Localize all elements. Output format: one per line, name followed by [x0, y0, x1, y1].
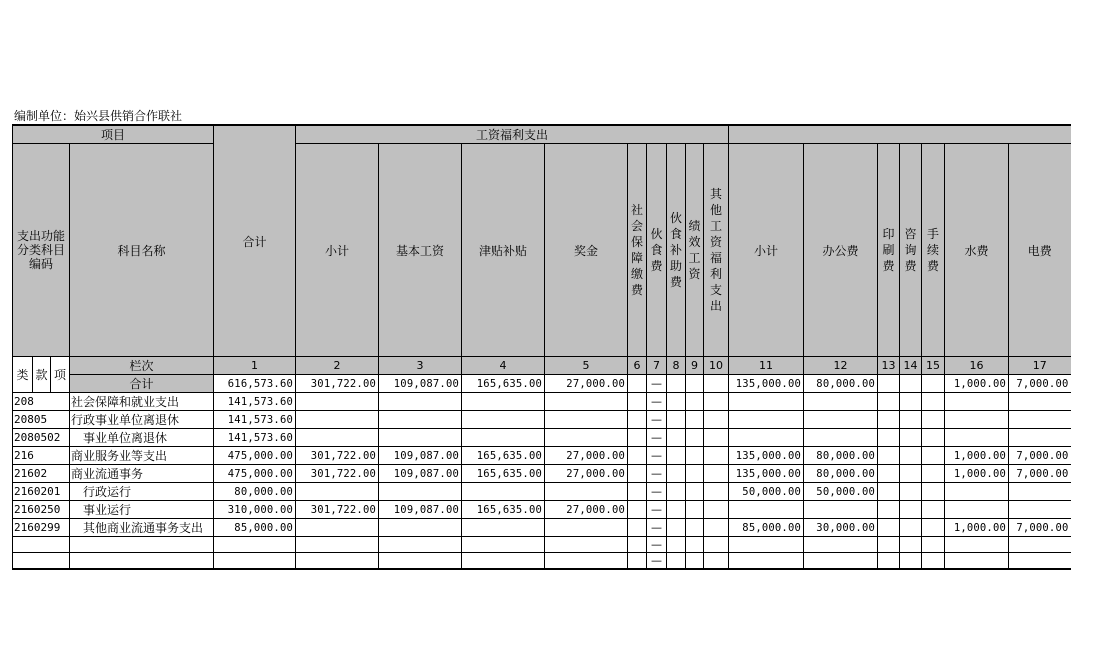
- value-cell: 301,722.00: [296, 447, 379, 465]
- value-cell: [667, 519, 686, 537]
- column-header-row: [13, 144, 1071, 357]
- subject-name-header: 科目名称: [70, 144, 214, 357]
- value-cell: [729, 537, 804, 553]
- value-cell: 7,000.00: [1009, 519, 1071, 537]
- value-cell: [1009, 483, 1071, 501]
- value-cell: [922, 447, 945, 465]
- subject-code: [13, 537, 70, 553]
- table-row: [13, 519, 1071, 537]
- table-row: [13, 447, 1071, 465]
- xiang-label: 项: [51, 357, 70, 393]
- value-cell: —: [647, 375, 667, 393]
- value-cell: [462, 411, 545, 429]
- column-number: 1: [214, 357, 296, 375]
- value-cell: 301,722.00: [296, 465, 379, 483]
- value-cell: [686, 501, 704, 519]
- office-fee-header: 办公费: [804, 144, 878, 357]
- value-cell: —: [647, 537, 667, 553]
- meal-subsidy-header: 伙食补助费: [667, 144, 686, 357]
- subject-name: [70, 537, 214, 553]
- value-cell: [922, 553, 945, 570]
- value-cell: 109,087.00: [379, 375, 462, 393]
- value-cell: [462, 393, 545, 411]
- value-cell: [1009, 393, 1071, 411]
- value-cell: [900, 465, 922, 483]
- subject-name: 其他商业流通事务支出: [70, 519, 214, 537]
- value-cell: [922, 411, 945, 429]
- value-cell: [945, 411, 1009, 429]
- column-number: 9: [686, 357, 704, 375]
- value-cell: —: [647, 501, 667, 519]
- subject-name: 商业流通事务: [70, 465, 214, 483]
- value-cell: [804, 537, 878, 553]
- value-cell: [667, 393, 686, 411]
- value-cell: [729, 393, 804, 411]
- value-cell: [878, 393, 900, 411]
- value-cell: [667, 553, 686, 570]
- value-cell: [296, 393, 379, 411]
- wage-subtotal-header: 小计: [296, 144, 379, 357]
- value-cell: 141,573.60: [214, 411, 296, 429]
- value-cell: [379, 519, 462, 537]
- value-cell: 50,000.00: [729, 483, 804, 501]
- value-cell: 7,000.00: [1009, 375, 1071, 393]
- subject-name: 行政运行: [70, 483, 214, 501]
- value-cell: 85,000.00: [214, 519, 296, 537]
- value-cell: [628, 465, 647, 483]
- lanci-label: 栏次: [70, 357, 214, 375]
- subject-code: 2160201: [13, 483, 70, 501]
- goods-group-header: [729, 125, 1071, 144]
- value-cell: 301,722.00: [296, 375, 379, 393]
- value-cell: [686, 393, 704, 411]
- value-cell: [686, 429, 704, 447]
- value-cell: [945, 501, 1009, 519]
- value-cell: 109,087.00: [379, 447, 462, 465]
- value-cell: [704, 393, 729, 411]
- value-cell: 1,000.00: [945, 447, 1009, 465]
- value-cell: [686, 483, 704, 501]
- value-cell: [686, 553, 704, 570]
- social-security-header: 社会保障缴费: [628, 144, 647, 357]
- value-cell: 109,087.00: [379, 501, 462, 519]
- value-cell: [296, 429, 379, 447]
- total-row-label: 合计: [70, 375, 214, 393]
- value-cell: 310,000.00: [214, 501, 296, 519]
- value-cell: [900, 429, 922, 447]
- value-cell: [704, 411, 729, 429]
- value-cell: 165,635.00: [462, 447, 545, 465]
- value-cell: [900, 519, 922, 537]
- value-cell: [804, 393, 878, 411]
- subject-code: 2160250: [13, 501, 70, 519]
- value-cell: 141,573.60: [214, 393, 296, 411]
- table-row: [13, 393, 1071, 411]
- func-code-header: 支出功能分类科目编码: [13, 144, 70, 357]
- value-cell: [704, 483, 729, 501]
- value-cell: [1009, 537, 1071, 553]
- column-number: 15: [922, 357, 945, 375]
- value-cell: [900, 501, 922, 519]
- column-number: 5: [545, 357, 628, 375]
- value-cell: [686, 465, 704, 483]
- value-cell: [462, 519, 545, 537]
- value-cell: [704, 465, 729, 483]
- subject-name: [70, 553, 214, 570]
- value-cell: [628, 375, 647, 393]
- subject-code: 21602: [13, 465, 70, 483]
- value-cell: 301,722.00: [296, 501, 379, 519]
- value-cell: —: [647, 483, 667, 501]
- value-cell: 141,573.60: [214, 429, 296, 447]
- table-row: [13, 465, 1071, 483]
- value-cell: [704, 519, 729, 537]
- value-cell: [667, 465, 686, 483]
- value-cell: [922, 519, 945, 537]
- value-cell: 135,000.00: [729, 465, 804, 483]
- value-cell: 135,000.00: [729, 447, 804, 465]
- value-cell: 165,635.00: [462, 375, 545, 393]
- value-cell: [922, 393, 945, 411]
- value-cell: [462, 553, 545, 570]
- value-cell: [628, 483, 647, 501]
- value-cell: [1009, 501, 1071, 519]
- value-cell: [379, 483, 462, 501]
- subject-code: 20805: [13, 411, 70, 429]
- total-row: [13, 375, 1071, 393]
- column-number: 14: [900, 357, 922, 375]
- value-cell: [379, 393, 462, 411]
- value-cell: [628, 447, 647, 465]
- column-number: 3: [379, 357, 462, 375]
- value-cell: [804, 501, 878, 519]
- value-cell: [900, 375, 922, 393]
- value-cell: [922, 429, 945, 447]
- subject-name: 商业服务业等支出: [70, 447, 214, 465]
- table-row: [13, 537, 1071, 553]
- value-cell: [462, 429, 545, 447]
- value-cell: [379, 537, 462, 553]
- value-cell: [667, 375, 686, 393]
- value-cell: —: [647, 519, 667, 537]
- value-cell: 80,000.00: [804, 375, 878, 393]
- value-cell: —: [647, 553, 667, 570]
- value-cell: [922, 375, 945, 393]
- value-cell: 27,000.00: [545, 501, 628, 519]
- value-cell: [704, 447, 729, 465]
- value-cell: [296, 519, 379, 537]
- value-cell: [878, 375, 900, 393]
- value-cell: [704, 553, 729, 570]
- value-cell: 27,000.00: [545, 375, 628, 393]
- value-cell: [667, 483, 686, 501]
- value-cell: [545, 429, 628, 447]
- column-number: 4: [462, 357, 545, 375]
- column-number-row: [13, 357, 1071, 375]
- column-number: 17: [1009, 357, 1071, 375]
- water-fee-header: 水费: [945, 144, 1009, 357]
- value-cell: 135,000.00: [729, 375, 804, 393]
- value-cell: [1009, 429, 1071, 447]
- value-cell: —: [647, 411, 667, 429]
- subject-name: 社会保障和就业支出: [70, 393, 214, 411]
- column-number: 16: [945, 357, 1009, 375]
- value-cell: [729, 501, 804, 519]
- value-cell: 165,635.00: [462, 501, 545, 519]
- table-row: [13, 411, 1071, 429]
- value-cell: [922, 483, 945, 501]
- column-number: 11: [729, 357, 804, 375]
- other-wage-header: 其他工资福利支出: [704, 144, 729, 357]
- value-cell: [667, 501, 686, 519]
- value-cell: [704, 501, 729, 519]
- value-cell: [804, 411, 878, 429]
- table-row: [13, 429, 1071, 447]
- value-cell: 7,000.00: [1009, 447, 1071, 465]
- value-cell: 27,000.00: [545, 465, 628, 483]
- value-cell: [878, 411, 900, 429]
- value-cell: [296, 411, 379, 429]
- column-number: 8: [667, 357, 686, 375]
- value-cell: [628, 537, 647, 553]
- table-row: [13, 483, 1071, 501]
- value-cell: [1009, 411, 1071, 429]
- value-cell: [214, 553, 296, 570]
- value-cell: [628, 393, 647, 411]
- table-row: [13, 501, 1071, 519]
- value-cell: [878, 501, 900, 519]
- handling-fee-header: 手续费: [922, 144, 945, 357]
- subject-code: 2160299: [13, 519, 70, 537]
- performance-wage-header: 绩效工资: [686, 144, 704, 357]
- value-cell: [900, 393, 922, 411]
- value-cell: [379, 429, 462, 447]
- value-cell: 475,000.00: [214, 465, 296, 483]
- value-cell: [667, 447, 686, 465]
- value-cell: [729, 411, 804, 429]
- value-cell: [686, 447, 704, 465]
- value-cell: 80,000.00: [214, 483, 296, 501]
- value-cell: [704, 375, 729, 393]
- subject-code: 208: [13, 393, 70, 411]
- wage-group-header: 工资福利支出: [296, 125, 729, 144]
- value-cell: 1,000.00: [945, 465, 1009, 483]
- consulting-fee-header: 咨询费: [900, 144, 922, 357]
- value-cell: [545, 519, 628, 537]
- value-cell: [545, 393, 628, 411]
- column-number: 12: [804, 357, 878, 375]
- value-cell: [214, 537, 296, 553]
- total-header: 合计: [214, 125, 296, 357]
- value-cell: [545, 537, 628, 553]
- value-cell: [296, 537, 379, 553]
- value-cell: 80,000.00: [804, 465, 878, 483]
- value-cell: [922, 465, 945, 483]
- subject-code: 216: [13, 447, 70, 465]
- value-cell: [628, 501, 647, 519]
- value-cell: [878, 553, 900, 570]
- value-cell: 1,000.00: [945, 519, 1009, 537]
- bonus-header: 奖金: [545, 144, 628, 357]
- value-cell: 109,087.00: [379, 465, 462, 483]
- electricity-fee-header: 电费: [1009, 144, 1071, 357]
- value-cell: [686, 375, 704, 393]
- value-cell: [878, 483, 900, 501]
- value-cell: [296, 553, 379, 570]
- value-cell: [379, 411, 462, 429]
- value-cell: [900, 553, 922, 570]
- value-cell: [900, 537, 922, 553]
- value-cell: [922, 537, 945, 553]
- value-cell: [296, 483, 379, 501]
- value-cell: [628, 429, 647, 447]
- value-cell: [686, 519, 704, 537]
- value-cell: [945, 553, 1009, 570]
- value-cell: 80,000.00: [804, 447, 878, 465]
- value-cell: [945, 483, 1009, 501]
- value-cell: [667, 537, 686, 553]
- column-number: 6: [628, 357, 647, 375]
- value-cell: [1009, 553, 1071, 570]
- value-cell: [878, 519, 900, 537]
- value-cell: [545, 411, 628, 429]
- subject-name: 事业运行: [70, 501, 214, 519]
- value-cell: 1,000.00: [945, 375, 1009, 393]
- value-cell: —: [647, 429, 667, 447]
- value-cell: [878, 447, 900, 465]
- value-cell: [628, 519, 647, 537]
- value-cell: 7,000.00: [1009, 465, 1071, 483]
- subject-name: 行政事业单位离退休: [70, 411, 214, 429]
- value-cell: [945, 429, 1009, 447]
- value-cell: 85,000.00: [729, 519, 804, 537]
- value-cell: [686, 537, 704, 553]
- subject-name: 事业单位离退休: [70, 429, 214, 447]
- value-cell: [804, 553, 878, 570]
- value-cell: 616,573.60: [214, 375, 296, 393]
- compiling-unit-label: 编制单位：始兴县供销合作联社: [14, 109, 183, 123]
- value-cell: [945, 393, 1009, 411]
- value-cell: [667, 411, 686, 429]
- basic-wage-header: 基本工资: [379, 144, 462, 357]
- value-cell: [379, 553, 462, 570]
- value-cell: [628, 553, 647, 570]
- value-cell: 27,000.00: [545, 447, 628, 465]
- value-cell: [945, 537, 1009, 553]
- value-cell: [545, 553, 628, 570]
- value-cell: [900, 447, 922, 465]
- value-cell: [729, 429, 804, 447]
- value-cell: [704, 537, 729, 553]
- subject-code: 2080502: [13, 429, 70, 447]
- printing-fee-header: 印刷费: [878, 144, 900, 357]
- value-cell: [878, 537, 900, 553]
- goods-subtotal-header: 小计: [729, 144, 804, 357]
- value-cell: —: [647, 393, 667, 411]
- value-cell: [922, 501, 945, 519]
- value-cell: [804, 429, 878, 447]
- value-cell: —: [647, 465, 667, 483]
- item-group-header: 项目: [13, 125, 214, 144]
- value-cell: [686, 411, 704, 429]
- column-number: 10: [704, 357, 729, 375]
- column-number: 13: [878, 357, 900, 375]
- header-group-row: [13, 125, 1071, 144]
- value-cell: —: [647, 447, 667, 465]
- kuan-label: 款: [33, 357, 51, 393]
- value-cell: 30,000.00: [804, 519, 878, 537]
- value-cell: [878, 465, 900, 483]
- value-cell: [667, 429, 686, 447]
- budget-table: [12, 124, 1071, 570]
- column-number: 7: [647, 357, 667, 375]
- value-cell: [729, 553, 804, 570]
- value-cell: 165,635.00: [462, 465, 545, 483]
- table-row: [13, 553, 1071, 570]
- value-cell: 475,000.00: [214, 447, 296, 465]
- value-cell: [878, 429, 900, 447]
- value-cell: [462, 537, 545, 553]
- value-cell: [545, 483, 628, 501]
- allowance-header: 津贴补贴: [462, 144, 545, 357]
- value-cell: 50,000.00: [804, 483, 878, 501]
- meal-fee-header: 伙食费: [647, 144, 667, 357]
- value-cell: [900, 483, 922, 501]
- column-number: 2: [296, 357, 379, 375]
- value-cell: [704, 429, 729, 447]
- value-cell: [628, 411, 647, 429]
- value-cell: [900, 411, 922, 429]
- subject-code: [13, 553, 70, 570]
- value-cell: [462, 483, 545, 501]
- lei-label: 类: [13, 357, 33, 393]
